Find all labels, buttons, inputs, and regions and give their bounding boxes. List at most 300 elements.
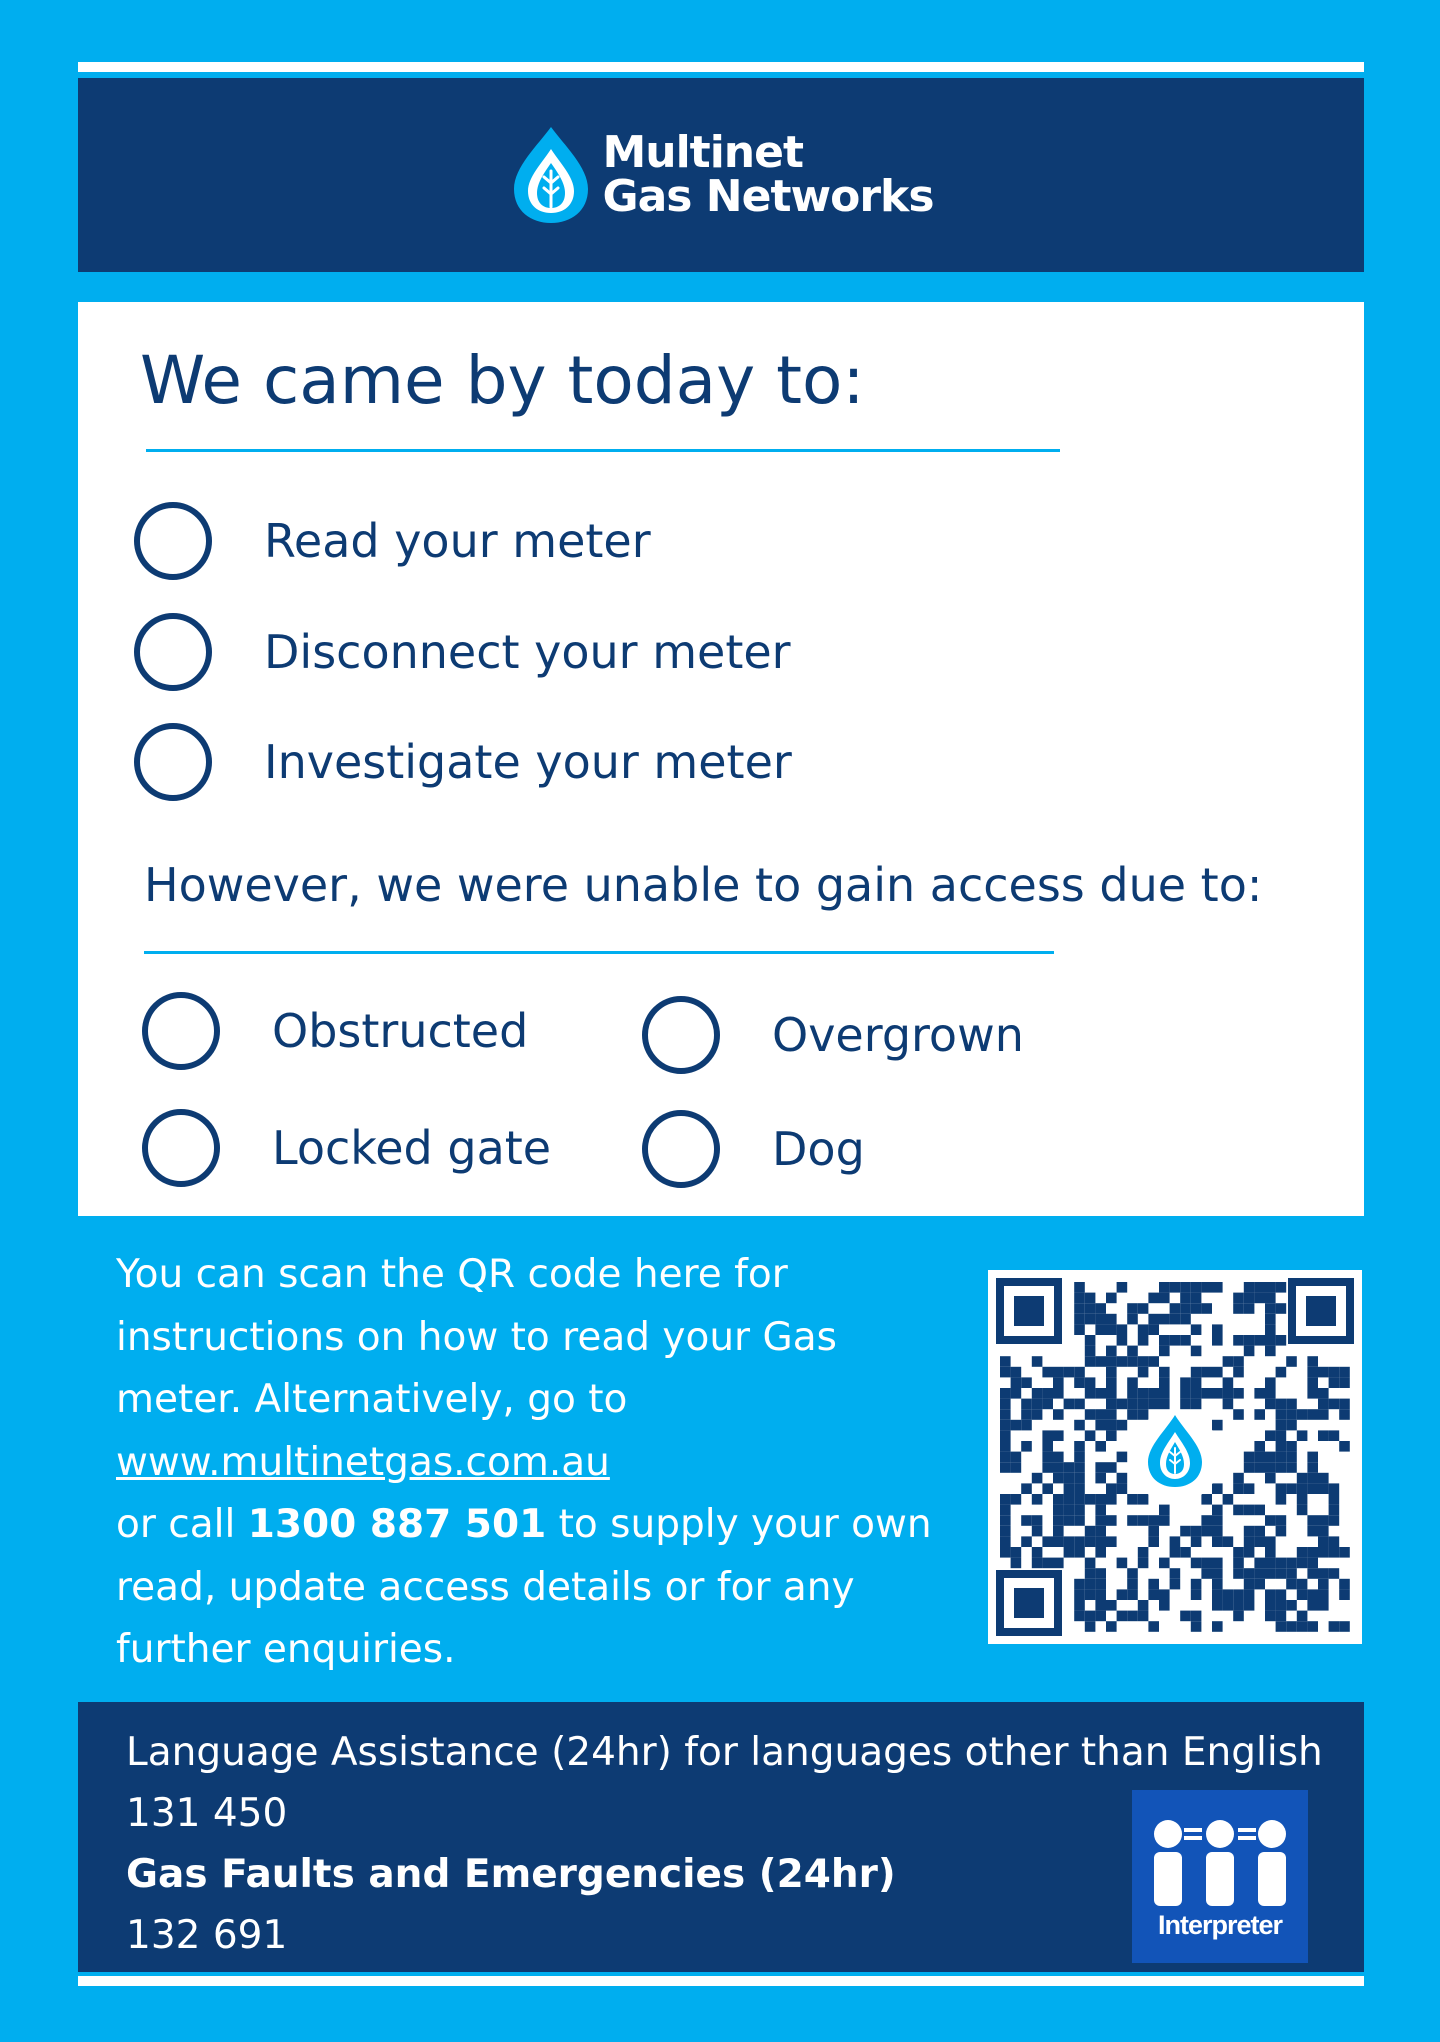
qr-module bbox=[1106, 1388, 1117, 1399]
website-link[interactable]: www.multinetgas.com.au bbox=[116, 1439, 610, 1485]
qr-module bbox=[1085, 1494, 1096, 1505]
qr-module bbox=[1212, 1526, 1223, 1537]
qr-module bbox=[1297, 1547, 1308, 1558]
qr-module bbox=[1085, 1589, 1096, 1600]
reason-obstructed[interactable] bbox=[142, 992, 528, 1070]
radio-circle[interactable] bbox=[134, 723, 212, 801]
qr-module bbox=[1265, 1547, 1276, 1558]
qr-module bbox=[1233, 1568, 1244, 1579]
qr-module bbox=[1095, 1388, 1106, 1399]
qr-module bbox=[1127, 1388, 1138, 1399]
qr-module bbox=[1223, 1377, 1234, 1388]
qr-module bbox=[1254, 1452, 1265, 1463]
qr-module bbox=[1276, 1600, 1287, 1611]
qr-module bbox=[1106, 1600, 1117, 1611]
qr-module bbox=[1000, 1409, 1011, 1420]
qr-module bbox=[1074, 1611, 1085, 1622]
qr-module bbox=[1307, 1409, 1318, 1420]
qr-module bbox=[1064, 1505, 1075, 1516]
qr-module bbox=[1138, 1600, 1149, 1611]
qr-module bbox=[1244, 1526, 1255, 1537]
qr-module bbox=[1000, 1388, 1011, 1399]
qr-module bbox=[1106, 1483, 1117, 1494]
qr-module bbox=[1074, 1505, 1085, 1516]
qr-module bbox=[1276, 1611, 1287, 1622]
qr-module bbox=[1265, 1473, 1276, 1484]
qr-module bbox=[1180, 1611, 1191, 1622]
qr-module bbox=[1064, 1536, 1075, 1547]
qr-module bbox=[1254, 1282, 1265, 1293]
qr-module bbox=[1074, 1399, 1085, 1410]
qr-module bbox=[1127, 1314, 1138, 1325]
qr-module bbox=[1265, 1462, 1276, 1473]
qr-module bbox=[1138, 1356, 1149, 1367]
qr-module bbox=[1318, 1579, 1329, 1590]
qr-module bbox=[1117, 1356, 1128, 1367]
language-assistance-phone[interactable]: 131 450 bbox=[126, 1791, 288, 1836]
qr-module bbox=[1223, 1388, 1234, 1399]
qr-module bbox=[1053, 1462, 1064, 1473]
bottom-white-rule bbox=[78, 1976, 1364, 1986]
qr-module bbox=[1223, 1600, 1234, 1611]
qr-module bbox=[1095, 1579, 1106, 1590]
qr-module bbox=[1265, 1314, 1276, 1325]
support-phone[interactable]: 1300 887 501 bbox=[247, 1502, 547, 1547]
qr-module bbox=[1318, 1526, 1329, 1537]
qr-module bbox=[1042, 1367, 1053, 1378]
qr-module bbox=[1233, 1611, 1244, 1622]
qr-module bbox=[1011, 1377, 1022, 1388]
qr-module bbox=[1159, 1589, 1170, 1600]
option-label: Dog bbox=[772, 1122, 865, 1176]
radio-circle[interactable] bbox=[642, 996, 720, 1074]
qr-module bbox=[1095, 1324, 1106, 1335]
qr-module bbox=[1000, 1441, 1011, 1452]
qr-module bbox=[1117, 1324, 1128, 1335]
qr-module bbox=[1000, 1452, 1011, 1463]
qr-module bbox=[1276, 1335, 1287, 1346]
qr-module bbox=[1329, 1377, 1340, 1388]
qr-module bbox=[1159, 1505, 1170, 1516]
qr-module bbox=[1276, 1420, 1287, 1431]
qr-module bbox=[1329, 1399, 1340, 1410]
qr-module bbox=[1201, 1526, 1212, 1537]
qr-module bbox=[1085, 1409, 1096, 1420]
qr-module bbox=[1307, 1483, 1318, 1494]
qr-module bbox=[1254, 1335, 1265, 1346]
qr-module bbox=[1000, 1462, 1011, 1473]
qr-module bbox=[1276, 1282, 1287, 1293]
qr-module bbox=[1074, 1483, 1085, 1494]
reason-overgrown[interactable] bbox=[642, 996, 1024, 1074]
qr-module bbox=[1265, 1452, 1276, 1463]
radio-circle[interactable] bbox=[142, 1109, 220, 1187]
qr-module bbox=[1201, 1494, 1212, 1505]
qr-module bbox=[1276, 1452, 1287, 1463]
qr-module bbox=[1191, 1558, 1202, 1569]
qr-module bbox=[1212, 1388, 1223, 1399]
qr-module bbox=[1095, 1547, 1106, 1558]
qr-module bbox=[1233, 1600, 1244, 1611]
qr-module bbox=[1297, 1621, 1308, 1632]
qr-module bbox=[1244, 1483, 1255, 1494]
qr-module bbox=[1074, 1547, 1085, 1558]
radio-circle[interactable] bbox=[134, 502, 212, 580]
qr-module bbox=[1233, 1473, 1244, 1484]
qr-module bbox=[1127, 1346, 1138, 1357]
qr-module bbox=[1307, 1526, 1318, 1537]
qr-module bbox=[1254, 1293, 1265, 1304]
qr-module bbox=[1307, 1377, 1318, 1388]
qr-module bbox=[1021, 1441, 1032, 1452]
qr-module bbox=[1276, 1441, 1287, 1452]
qr-module bbox=[1339, 1589, 1350, 1600]
qr-module bbox=[1011, 1558, 1022, 1569]
brand-name-line2: Gas Networks bbox=[602, 171, 934, 222]
option-investigate-meter[interactable] bbox=[134, 723, 792, 801]
qr-module bbox=[1127, 1377, 1138, 1388]
qr-module bbox=[1095, 1356, 1106, 1367]
qr-module bbox=[1000, 1536, 1011, 1547]
qr-module bbox=[1106, 1621, 1117, 1632]
qr-module bbox=[1106, 1377, 1117, 1388]
qr-module bbox=[1117, 1399, 1128, 1410]
qr-module bbox=[1106, 1536, 1117, 1547]
qr-module bbox=[1138, 1367, 1149, 1378]
qr-module bbox=[1254, 1441, 1265, 1452]
qr-module bbox=[1233, 1589, 1244, 1600]
qr-module bbox=[1074, 1536, 1085, 1547]
card-title: We came by today to: bbox=[140, 342, 865, 419]
qr-module bbox=[1159, 1314, 1170, 1325]
qr-module bbox=[1095, 1409, 1106, 1420]
qr-module bbox=[1329, 1515, 1340, 1526]
qr-module bbox=[1053, 1409, 1064, 1420]
qr-module bbox=[1191, 1282, 1202, 1293]
qr-module bbox=[1329, 1367, 1340, 1378]
qr-module bbox=[1159, 1293, 1170, 1304]
qr-module bbox=[1297, 1473, 1308, 1484]
qr-module bbox=[1159, 1282, 1170, 1293]
qr-module bbox=[1064, 1399, 1075, 1410]
qr-module bbox=[1329, 1494, 1340, 1505]
qr-module bbox=[1244, 1505, 1255, 1516]
qr-module bbox=[1212, 1420, 1223, 1431]
qr-module bbox=[1297, 1589, 1308, 1600]
qr-module bbox=[1265, 1611, 1276, 1622]
qr-module bbox=[1329, 1536, 1340, 1547]
qr-module bbox=[1053, 1388, 1064, 1399]
qr-module bbox=[1318, 1367, 1329, 1378]
qr-module bbox=[1223, 1589, 1234, 1600]
qr-module bbox=[1318, 1515, 1329, 1526]
qr-module bbox=[1191, 1293, 1202, 1304]
option-label: Read your meter bbox=[264, 514, 651, 568]
radio-circle[interactable] bbox=[642, 1110, 720, 1188]
qr-module bbox=[1085, 1335, 1096, 1346]
qr-module bbox=[1265, 1303, 1276, 1314]
qr-code[interactable] bbox=[988, 1270, 1362, 1644]
qr-module bbox=[1276, 1526, 1287, 1537]
qr-module bbox=[1180, 1303, 1191, 1314]
qr-module bbox=[1159, 1515, 1170, 1526]
qr-module bbox=[1265, 1589, 1276, 1600]
qr-module bbox=[1244, 1452, 1255, 1463]
qr-module bbox=[1085, 1568, 1096, 1579]
qr-module bbox=[1021, 1377, 1032, 1388]
qr-module bbox=[1032, 1356, 1043, 1367]
qr-module bbox=[1318, 1568, 1329, 1579]
qr-module bbox=[1329, 1568, 1340, 1579]
qr-module bbox=[1276, 1367, 1287, 1378]
qr-module bbox=[1244, 1589, 1255, 1600]
emergency-phone[interactable]: 132 691 bbox=[126, 1913, 288, 1958]
qr-module bbox=[1244, 1536, 1255, 1547]
qr-module bbox=[1201, 1558, 1212, 1569]
qr-module bbox=[1106, 1346, 1117, 1357]
qr-module bbox=[1318, 1483, 1329, 1494]
qr-module bbox=[1000, 1420, 1011, 1431]
qr-module bbox=[1233, 1293, 1244, 1304]
qr-module bbox=[1032, 1515, 1043, 1526]
qr-module bbox=[1223, 1356, 1234, 1367]
qr-module bbox=[1191, 1579, 1202, 1590]
top-white-rule bbox=[78, 62, 1364, 72]
qr-module bbox=[1148, 1515, 1159, 1526]
qr-module bbox=[1201, 1388, 1212, 1399]
qr-module bbox=[1032, 1558, 1043, 1569]
qr-module bbox=[1254, 1462, 1265, 1473]
qr-module bbox=[1170, 1282, 1181, 1293]
qr-module bbox=[1148, 1589, 1159, 1600]
qr-module bbox=[1159, 1399, 1170, 1410]
qr-module bbox=[1286, 1558, 1297, 1569]
qr-module bbox=[1138, 1547, 1149, 1558]
qr-module bbox=[1064, 1367, 1075, 1378]
qr-module bbox=[1085, 1346, 1096, 1357]
qr-module bbox=[1074, 1462, 1085, 1473]
qr-module bbox=[1339, 1547, 1350, 1558]
qr-module bbox=[1042, 1388, 1053, 1399]
qr-module bbox=[1032, 1547, 1043, 1558]
qr-module bbox=[1276, 1515, 1287, 1526]
radio-circle[interactable] bbox=[142, 992, 220, 1070]
qr-module bbox=[1106, 1324, 1117, 1335]
qr-module bbox=[1074, 1600, 1085, 1611]
qr-module bbox=[1159, 1367, 1170, 1378]
qr-module bbox=[1106, 1293, 1117, 1304]
qr-module bbox=[1191, 1621, 1202, 1632]
qr-module bbox=[1329, 1547, 1340, 1558]
qr-module bbox=[1244, 1462, 1255, 1473]
qr-module bbox=[1117, 1420, 1128, 1431]
qr-module bbox=[1212, 1505, 1223, 1516]
call-text-post: to supply your own read, update access details or for any further enquiries. bbox=[116, 1502, 932, 1672]
qr-module bbox=[1106, 1367, 1117, 1378]
qr-module bbox=[1297, 1430, 1308, 1441]
qr-module bbox=[1053, 1430, 1064, 1441]
qr-module bbox=[1095, 1589, 1106, 1600]
qr-module bbox=[1127, 1589, 1138, 1600]
qr-module bbox=[1180, 1526, 1191, 1537]
qr-module bbox=[1254, 1568, 1265, 1579]
qr-module bbox=[1318, 1388, 1329, 1399]
qr-module bbox=[1148, 1356, 1159, 1367]
qr-module bbox=[1117, 1473, 1128, 1484]
qr-module bbox=[1138, 1388, 1149, 1399]
qr-module bbox=[1276, 1558, 1287, 1569]
qr-module bbox=[1117, 1452, 1128, 1463]
qr-module bbox=[1254, 1579, 1265, 1590]
qr-module bbox=[1021, 1399, 1032, 1410]
qr-module bbox=[1032, 1526, 1043, 1537]
qr-module bbox=[1159, 1335, 1170, 1346]
qr-module bbox=[1276, 1494, 1287, 1505]
qr-module bbox=[1339, 1579, 1350, 1590]
qr-module bbox=[1148, 1579, 1159, 1590]
qr-module bbox=[1201, 1282, 1212, 1293]
qr-module bbox=[1127, 1409, 1138, 1420]
qr-module bbox=[1148, 1536, 1159, 1547]
qr-module bbox=[1095, 1600, 1106, 1611]
qr-module bbox=[1021, 1483, 1032, 1494]
qr-module bbox=[1180, 1282, 1191, 1293]
qr-module bbox=[1191, 1536, 1202, 1547]
qr-module bbox=[1085, 1293, 1096, 1304]
qr-module bbox=[1074, 1452, 1085, 1463]
qr-module bbox=[1318, 1600, 1329, 1611]
qr-module bbox=[1286, 1452, 1297, 1463]
qr-module bbox=[1148, 1293, 1159, 1304]
qr-module bbox=[1286, 1356, 1297, 1367]
qr-module bbox=[1042, 1558, 1053, 1569]
qr-module bbox=[1085, 1303, 1096, 1314]
qr-module bbox=[1000, 1356, 1011, 1367]
option-label: Obstructed bbox=[272, 1004, 529, 1058]
qr-module bbox=[1095, 1505, 1106, 1516]
qr-module bbox=[1053, 1452, 1064, 1463]
qr-module bbox=[1032, 1399, 1043, 1410]
qr-module bbox=[1307, 1568, 1318, 1579]
qr-module bbox=[1053, 1377, 1064, 1388]
qr-module bbox=[1201, 1515, 1212, 1526]
qr-module bbox=[1201, 1303, 1212, 1314]
qr-module bbox=[1095, 1314, 1106, 1325]
qr-module bbox=[1297, 1579, 1308, 1590]
qr-module bbox=[1244, 1293, 1255, 1304]
qr-module bbox=[1148, 1621, 1159, 1632]
qr-module bbox=[1138, 1409, 1149, 1420]
qr-module bbox=[1021, 1515, 1032, 1526]
qr-module bbox=[1074, 1293, 1085, 1304]
qr-module bbox=[1233, 1558, 1244, 1569]
qr-module bbox=[1095, 1536, 1106, 1547]
qr-module bbox=[1000, 1399, 1011, 1410]
brand-name-line1: Multinet bbox=[602, 127, 803, 178]
qr-module bbox=[1307, 1589, 1318, 1600]
qr-module bbox=[1085, 1611, 1096, 1622]
interpreter-label: Interpreter bbox=[1157, 1910, 1283, 1940]
qr-module bbox=[1011, 1367, 1022, 1378]
qr-module bbox=[1042, 1462, 1053, 1473]
qr-module bbox=[1148, 1314, 1159, 1325]
qr-module bbox=[1265, 1388, 1276, 1399]
option-label: Locked gate bbox=[272, 1121, 552, 1175]
qr-module bbox=[1074, 1589, 1085, 1600]
qr-module bbox=[1064, 1515, 1075, 1526]
qr-module bbox=[1085, 1526, 1096, 1537]
qr-code-graphic bbox=[988, 1270, 1362, 1644]
qr-module bbox=[1233, 1356, 1244, 1367]
qr-module bbox=[1307, 1462, 1318, 1473]
qr-module bbox=[1106, 1462, 1117, 1473]
qr-module bbox=[1276, 1621, 1287, 1632]
qr-module bbox=[1042, 1483, 1053, 1494]
reason-dog[interactable] bbox=[642, 1110, 865, 1188]
qr-module bbox=[1011, 1452, 1022, 1463]
qr-module bbox=[1095, 1611, 1106, 1622]
qr-module bbox=[1127, 1399, 1138, 1410]
qr-module bbox=[1286, 1409, 1297, 1420]
qr-module bbox=[1095, 1420, 1106, 1431]
qr-module bbox=[1159, 1388, 1170, 1399]
qr-module bbox=[1138, 1611, 1149, 1622]
access-subtitle: However, we were unable to gain access due to: bbox=[144, 858, 1263, 912]
qr-module bbox=[1191, 1303, 1202, 1314]
qr-module bbox=[1244, 1282, 1255, 1293]
qr-module bbox=[1117, 1483, 1128, 1494]
radio-circle[interactable] bbox=[134, 613, 212, 691]
qr-module bbox=[1085, 1377, 1096, 1388]
qr-module bbox=[1106, 1494, 1117, 1505]
qr-module bbox=[1106, 1399, 1117, 1410]
option-read-meter[interactable] bbox=[134, 502, 651, 580]
qr-module bbox=[1095, 1568, 1106, 1579]
qr-module bbox=[1074, 1367, 1085, 1378]
qr-module bbox=[1011, 1388, 1022, 1399]
qr-module bbox=[1265, 1536, 1276, 1547]
qr-module bbox=[1286, 1579, 1297, 1590]
qr-module bbox=[1074, 1420, 1085, 1431]
qr-module bbox=[1191, 1526, 1202, 1537]
qr-module bbox=[1318, 1473, 1329, 1484]
contact-footer bbox=[78, 1702, 1364, 1972]
qr-module bbox=[1138, 1515, 1149, 1526]
reason-locked-gate[interactable] bbox=[142, 1109, 551, 1187]
qr-module bbox=[1265, 1430, 1276, 1441]
qr-module bbox=[1021, 1409, 1032, 1420]
gas-flame-leaf-icon bbox=[508, 123, 594, 227]
option-disconnect-meter[interactable] bbox=[134, 613, 791, 691]
qr-module bbox=[1106, 1515, 1117, 1526]
qr-module bbox=[1339, 1409, 1350, 1420]
qr-module bbox=[1074, 1324, 1085, 1335]
qr-module bbox=[1244, 1579, 1255, 1590]
qr-module bbox=[1212, 1558, 1223, 1569]
qr-module bbox=[1053, 1505, 1064, 1516]
qr-module bbox=[1233, 1367, 1244, 1378]
qr-module bbox=[1318, 1547, 1329, 1558]
qr-module bbox=[1307, 1473, 1318, 1484]
qr-module bbox=[1286, 1441, 1297, 1452]
qr-module bbox=[1233, 1335, 1244, 1346]
qr-module bbox=[1011, 1547, 1022, 1558]
qr-module bbox=[1244, 1346, 1255, 1357]
qr-module bbox=[1223, 1494, 1234, 1505]
qr-module bbox=[1265, 1558, 1276, 1569]
qr-module bbox=[1074, 1441, 1085, 1452]
qr-module bbox=[1138, 1399, 1149, 1410]
